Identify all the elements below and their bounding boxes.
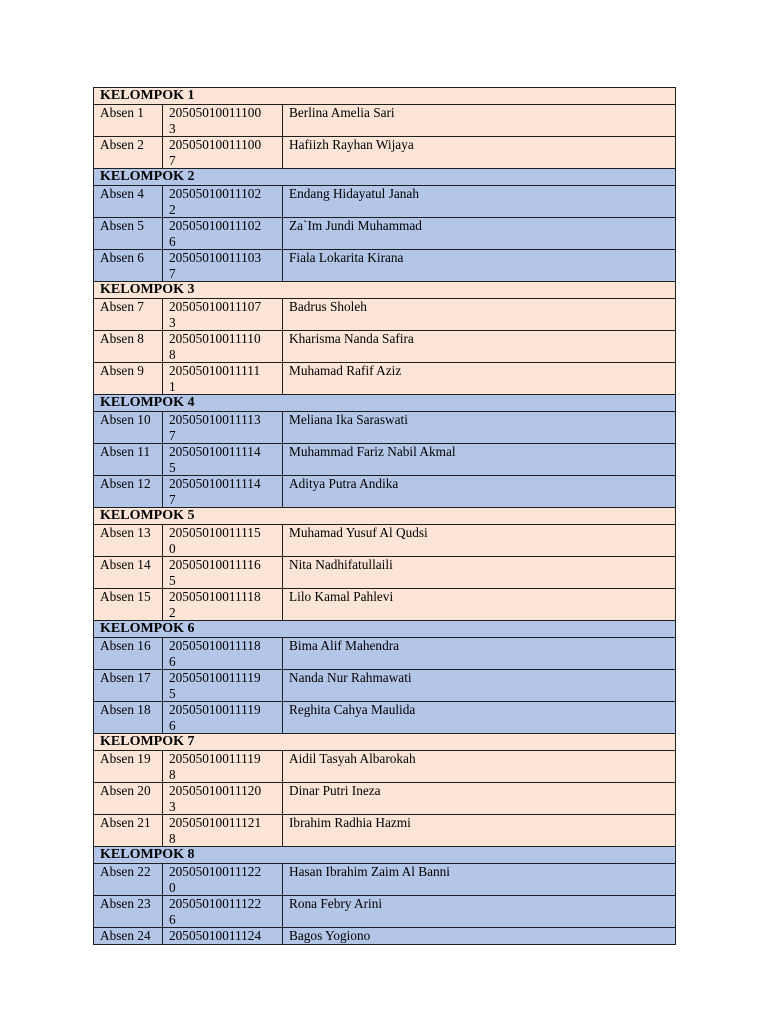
group-title: KELOMPOK 6 xyxy=(94,621,676,638)
student-id-line-2: 5 xyxy=(169,459,176,475)
absen-cell: Absen 4 xyxy=(94,186,163,218)
member-row xyxy=(94,896,676,928)
student-id-line-1: 20505010011100 xyxy=(169,105,262,120)
student-id-line-2: 6 xyxy=(169,233,176,249)
member-row xyxy=(94,444,676,476)
group-header-row xyxy=(94,282,676,299)
group-title: KELOMPOK 5 xyxy=(94,508,676,525)
student-id-line-1: 20505010011113 xyxy=(169,412,261,427)
document-page xyxy=(93,87,675,945)
group-title: KELOMPOK 3 xyxy=(94,282,676,299)
student-id-line-1: 20505010011103 xyxy=(169,250,262,265)
member-row xyxy=(94,105,676,137)
student-name-cell: Muhamad Yusuf Al Qudsi xyxy=(283,525,676,557)
student-id-cell xyxy=(163,783,283,815)
student-id-cell xyxy=(163,525,283,557)
student-name-cell: Nita Nadhifatullaili xyxy=(283,557,676,589)
group-table-body xyxy=(94,88,676,945)
member-row xyxy=(94,638,676,670)
group-header-row xyxy=(94,847,676,864)
student-id-line-1: 20505010011102 xyxy=(169,186,262,201)
student-id-line-2: 7 xyxy=(169,491,176,507)
student-name-cell: Reghita Cahya Maulida xyxy=(283,702,676,734)
student-id-cell xyxy=(163,105,283,137)
student-name-cell: Nanda Nur Rahmawati xyxy=(283,670,676,702)
student-id-cell xyxy=(163,218,283,250)
student-id-cell xyxy=(163,702,283,734)
absen-cell: Absen 12 xyxy=(94,476,163,508)
absen-cell: Absen 17 xyxy=(94,670,163,702)
group-title: KELOMPOK 1 xyxy=(94,88,676,105)
student-id-line-2: 2 xyxy=(169,604,176,620)
member-row xyxy=(94,137,676,169)
student-name-cell: Bagos Yogiono xyxy=(283,928,676,945)
absen-cell: Absen 9 xyxy=(94,363,163,395)
student-id-line-1: 20505010011120 xyxy=(169,783,262,798)
student-name-cell: Badrus Sholeh xyxy=(283,299,676,331)
student-id-line-2: 3 xyxy=(169,314,176,330)
member-row xyxy=(94,525,676,557)
student-id-line-1: 20505010011114 xyxy=(169,444,261,459)
student-id-line-1: 20505010011116 xyxy=(169,557,261,572)
student-id-cell xyxy=(163,589,283,621)
member-row xyxy=(94,299,676,331)
student-id-cell xyxy=(163,928,283,945)
student-id-cell xyxy=(163,137,283,169)
student-name-cell: Meliana Ika Saraswati xyxy=(283,412,676,444)
student-id-line-1: 20505010011100 xyxy=(169,137,262,152)
student-id-line-2: 6 xyxy=(169,717,176,733)
student-id-line-1: 20505010011122 xyxy=(169,864,262,879)
student-id-cell xyxy=(163,557,283,589)
student-id-line-2: 0 xyxy=(169,540,176,556)
student-id-line-2: 7 xyxy=(169,427,176,443)
student-id-cell xyxy=(163,299,283,331)
student-id-cell xyxy=(163,250,283,282)
group-title: KELOMPOK 8 xyxy=(94,847,676,864)
student-id-line-1: 20505010011118 xyxy=(169,589,261,604)
student-name-cell: Muhamad Rafif Aziz xyxy=(283,363,676,395)
group-title: KELOMPOK 2 xyxy=(94,169,676,186)
student-id-line-1: 20505010011110 xyxy=(169,331,261,346)
student-id-line-2: 2 xyxy=(169,201,176,217)
student-id-line-2: 7 xyxy=(169,152,176,168)
student-name-cell: Kharisma Nanda Safira xyxy=(283,331,676,363)
student-name-cell: Dinar Putri Ineza xyxy=(283,783,676,815)
group-table xyxy=(93,87,676,945)
student-id-line-1: 20505010011119 xyxy=(169,670,261,685)
student-id-line-1: 20505010011124 xyxy=(169,928,262,943)
student-id-line-1: 20505010011121 xyxy=(169,815,262,830)
member-row xyxy=(94,218,676,250)
group-header-row xyxy=(94,621,676,638)
group-title: KELOMPOK 7 xyxy=(94,734,676,751)
absen-cell: Absen 23 xyxy=(94,896,163,928)
student-id-line-2: 5 xyxy=(169,572,176,588)
student-name-cell: Za`Im Jundi Muhammad xyxy=(283,218,676,250)
absen-cell: Absen 22 xyxy=(94,864,163,896)
student-id-cell xyxy=(163,751,283,783)
absen-cell: Absen 2 xyxy=(94,137,163,169)
student-id-line-1: 20505010011102 xyxy=(169,218,262,233)
student-id-line-2: 5 xyxy=(169,685,176,701)
student-id-line-1: 20505010011118 xyxy=(169,638,261,653)
student-id-line-1: 20505010011114 xyxy=(169,476,261,491)
absen-cell: Absen 20 xyxy=(94,783,163,815)
absen-cell: Absen 1 xyxy=(94,105,163,137)
student-name-cell: Hafiizh Rayhan Wijaya xyxy=(283,137,676,169)
student-id-cell xyxy=(163,363,283,395)
student-id-line-1: 20505010011119 xyxy=(169,751,261,766)
student-name-cell: Lilo Kamal Pahlevi xyxy=(283,589,676,621)
group-header-row xyxy=(94,169,676,186)
student-id-line-1: 20505010011115 xyxy=(169,525,261,540)
member-row xyxy=(94,412,676,444)
student-name-cell: Bima Alif Mahendra xyxy=(283,638,676,670)
student-id-line-1: 20505010011119 xyxy=(169,702,261,717)
student-id-line-2: 6 xyxy=(169,653,176,669)
absen-cell: Absen 16 xyxy=(94,638,163,670)
student-name-cell: Rona Febry Arini xyxy=(283,896,676,928)
member-row xyxy=(94,250,676,282)
absen-cell: Absen 5 xyxy=(94,218,163,250)
student-name-cell: Ibrahim Radhia Hazmi xyxy=(283,815,676,847)
member-row xyxy=(94,186,676,218)
student-id-cell xyxy=(163,638,283,670)
group-header-row xyxy=(94,508,676,525)
member-row xyxy=(94,702,676,734)
student-id-cell xyxy=(163,186,283,218)
absen-cell: Absen 8 xyxy=(94,331,163,363)
member-row xyxy=(94,331,676,363)
student-id-line-2: 0 xyxy=(169,879,176,895)
member-row xyxy=(94,751,676,783)
student-id-cell xyxy=(163,896,283,928)
student-id-cell xyxy=(163,670,283,702)
student-id-cell xyxy=(163,444,283,476)
student-id-line-1: 20505010011122 xyxy=(169,896,262,911)
student-name-cell: Berlina Amelia Sari xyxy=(283,105,676,137)
student-id-line-2: 8 xyxy=(169,830,176,846)
student-id-cell xyxy=(163,476,283,508)
student-id-line-2: 7 xyxy=(169,265,176,281)
student-name-cell: Hasan Ibrahim Zaim Al Banni xyxy=(283,864,676,896)
student-name-cell: Aditya Putra Andika xyxy=(283,476,676,508)
absen-cell: Absen 7 xyxy=(94,299,163,331)
student-id-line-2: 8 xyxy=(169,766,176,782)
absen-cell: Absen 21 xyxy=(94,815,163,847)
member-row xyxy=(94,476,676,508)
group-header-row xyxy=(94,395,676,412)
member-row xyxy=(94,557,676,589)
student-id-line-2: 1 xyxy=(169,378,176,394)
student-name-cell: Endang Hidayatul Janah xyxy=(283,186,676,218)
group-header-row xyxy=(94,88,676,105)
absen-cell: Absen 19 xyxy=(94,751,163,783)
student-id-line-2: 3 xyxy=(169,798,176,814)
group-header-row xyxy=(94,734,676,751)
student-id-line-2: 8 xyxy=(169,346,176,362)
student-name-cell: Aidil Tasyah Albarokah xyxy=(283,751,676,783)
member-row xyxy=(94,864,676,896)
student-name-cell: Muhammad Fariz Nabil Akmal xyxy=(283,444,676,476)
member-row xyxy=(94,363,676,395)
member-row xyxy=(94,815,676,847)
member-row xyxy=(94,589,676,621)
student-id-line-2: 6 xyxy=(169,911,176,927)
student-id-line-2: 3 xyxy=(169,120,176,136)
student-id-line-1: 20505010011107 xyxy=(169,299,262,314)
absen-cell: Absen 11 xyxy=(94,444,163,476)
absen-cell: Absen 15 xyxy=(94,589,163,621)
student-name-cell: Fiala Lokarita Kirana xyxy=(283,250,676,282)
student-id-cell xyxy=(163,331,283,363)
student-id-cell xyxy=(163,412,283,444)
group-title: KELOMPOK 4 xyxy=(94,395,676,412)
member-row xyxy=(94,928,676,945)
absen-cell: Absen 18 xyxy=(94,702,163,734)
member-row xyxy=(94,783,676,815)
student-id-cell xyxy=(163,864,283,896)
absen-cell: Absen 10 xyxy=(94,412,163,444)
member-row xyxy=(94,670,676,702)
absen-cell: Absen 24 xyxy=(94,928,163,945)
absen-cell: Absen 6 xyxy=(94,250,163,282)
absen-cell: Absen 13 xyxy=(94,525,163,557)
absen-cell: Absen 14 xyxy=(94,557,163,589)
student-id-line-1: 20505010011111 xyxy=(169,363,261,378)
student-id-cell xyxy=(163,815,283,847)
